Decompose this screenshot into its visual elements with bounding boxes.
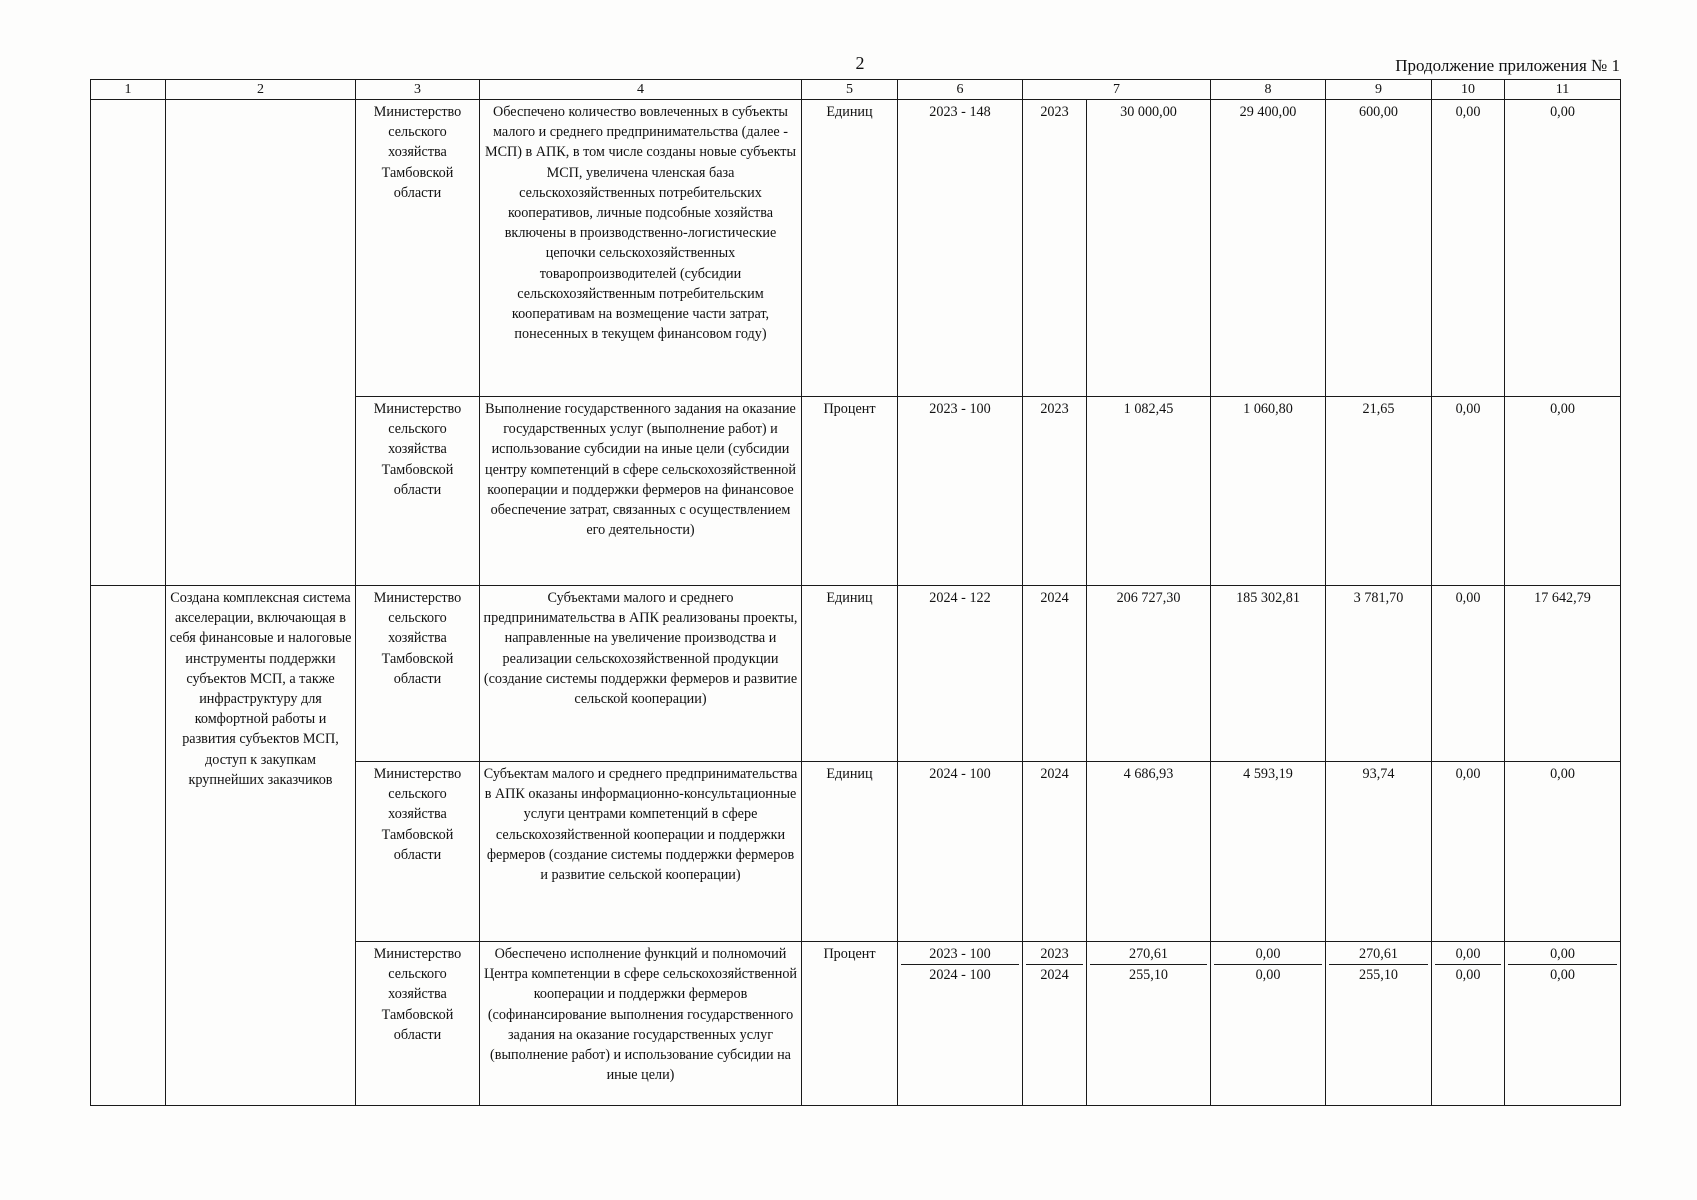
cell-local: 0,00 [1432,762,1505,942]
continuation-label: Продолжение приложения № 1 [1395,56,1620,75]
sub-row-2024: 2024 [1040,967,1069,983]
cell-target: 2024 - 100 [898,762,1023,942]
column-header-9: 9 [1326,80,1432,100]
cell-other: 0,00 [1505,397,1621,586]
cell-total: 30 000,00 [1087,100,1211,397]
cell-number [91,100,166,586]
cell-regional: 93,74 [1326,762,1432,942]
column-header-8: 8 [1211,80,1326,100]
sub-row-2024: 0,00 [1550,967,1575,983]
cell-other: 0,00 [1505,762,1621,942]
sub-row-2024: 0,00 [1255,967,1281,983]
sub-row-2023: 270,61 [1329,944,1428,965]
cell-target: 2023 - 148 [898,100,1023,397]
cell-target: 2023 - 100 [898,397,1023,586]
column-header-3: 3 [356,80,480,100]
cell-indicator: Субъектам малого и среднего предпринимательства в АПК оказаны информационно-консультационные услуги центрами компетенций в сфере сельскохозяйственной кооперации и поддержки фермеров (создание системы поддержки фермеров и развитие сельской кооперации) [480,762,802,942]
table-row [91,100,1621,397]
cell-local: 0,00 [1432,586,1505,762]
cell-other [1505,942,1621,1106]
cell-regional [1326,942,1432,1106]
column-header-1: 1 [91,80,166,100]
cell-indicator: Обеспечено исполнение функций и полномочий Центра компетенции в сфере сельскохозяйственной кооперации и поддержки фермеров (софинансирование выполнения государственного задания на оказание государственных услуг (выполнение работ) и использование субсидии на иные цели) [480,942,802,1106]
page-number: 2 [855,53,865,73]
cell-result [166,100,356,586]
cell-ministry: Министерство сельского хозяйства Тамбовской области [356,397,480,586]
column-header-10: 10 [1432,80,1505,100]
column-header-4: 4 [480,80,802,100]
sub-row-2024: 2024 - 100 [929,967,991,983]
cell-indicator: Субъектами малого и среднего предпринимательства в АПК реализованы проекты, направленные на увеличение производства и реализации сельскохозяйственной продукции (создание системы поддержки фермеров и развитие сельской кооперации) [480,586,802,762]
cell-year: 2024 [1023,762,1087,942]
cell-result: Создана комплексная система акселерации, включающая в себя финансовые и налоговые инструменты поддержки субъектов МСП, а также инфраструктуру для комфортной работы и развития субъектов МСП, доступ к закупкам крупнейших заказчиков [166,586,356,1106]
column-header-11: 11 [1505,80,1621,100]
cell-local [1432,942,1505,1106]
sub-row-2024: 0,00 [1455,967,1481,983]
cell-federal: 4 593,19 [1211,762,1326,942]
program-table [90,79,1621,1106]
column-number-row [91,80,1621,100]
column-header-6: 6 [898,80,1023,100]
sub-row-2023: 2023 [1026,944,1083,965]
cell-other: 0,00 [1505,100,1621,397]
cell-federal: 1 060,80 [1211,397,1326,586]
cell-regional: 21,65 [1326,397,1432,586]
column-header-7: 7 [1023,80,1211,100]
cell-year: 2023 [1023,397,1087,586]
cell-unit: Процент [802,942,898,1106]
column-header-2: 2 [166,80,356,100]
cell-number [91,586,166,1106]
cell-year: 2024 [1023,586,1087,762]
cell-ministry: Министерство сельского хозяйства Тамбовской области [356,942,480,1106]
column-header-5: 5 [802,80,898,100]
sub-row-2023: 2023 - 100 [901,944,1019,965]
cell-unit: Единиц [802,586,898,762]
cell-regional: 3 781,70 [1326,586,1432,762]
cell-federal: 185 302,81 [1211,586,1326,762]
sub-row-2023: 0,00 [1435,944,1501,965]
cell-total: 4 686,93 [1087,762,1211,942]
cell-ministry: Министерство сельского хозяйства Тамбовской области [356,762,480,942]
cell-unit: Единиц [802,762,898,942]
cell-local: 0,00 [1432,100,1505,397]
cell-regional: 600,00 [1326,100,1432,397]
cell-total [1087,942,1211,1106]
cell-federal: 29 400,00 [1211,100,1326,397]
cell-target: 2024 - 122 [898,586,1023,762]
cell-year [1023,942,1087,1106]
sub-row-2024: 255,10 [1358,967,1398,983]
cell-indicator: Выполнение государственного задания на оказание государственных услуг (выполнение работ) и использование субсидии на иные цели (субсидии центру компетенций в сфере сельскохозяйственной кооперации и поддержки фермеров на финансовое обеспечение затрат, связанных с осуществлением его деятельности) [480,397,802,586]
cell-total: 206 727,30 [1087,586,1211,762]
cell-total: 1 082,45 [1087,397,1211,586]
sub-row-2024: 255,10 [1128,967,1168,983]
cell-unit: Единиц [802,100,898,397]
cell-ministry: Министерство сельского хозяйства Тамбовской области [356,586,480,762]
sub-row-2023: 0,00 [1508,944,1617,965]
cell-indicator: Обеспечено количество вовлеченных в субъекты малого и среднего предпринимательства (далее - МСП) в АПК, в том числе созданы новые субъекты МСП, увеличена членская база сельскохозяйственных потребительских кооперативов, личные подсобные хозяйства включены в производственно-логистические цепочки сельскохозяйственных товаропроизводителей (субсидии сельскохозяйственным потребительским кооперативам на возмещение части затрат, понесенных в текущем финансовом году) [480,100,802,397]
sub-row-2023: 270,61 [1090,944,1207,965]
cell-local: 0,00 [1432,397,1505,586]
cell-target [898,942,1023,1106]
cell-other: 17 642,79 [1505,586,1621,762]
cell-ministry: Министерство сельского хозяйства Тамбовской области [356,100,480,397]
table-row [91,586,1621,762]
cell-federal [1211,942,1326,1106]
cell-year: 2023 [1023,100,1087,397]
cell-unit: Процент [802,397,898,586]
sub-row-2023: 0,00 [1214,944,1322,965]
